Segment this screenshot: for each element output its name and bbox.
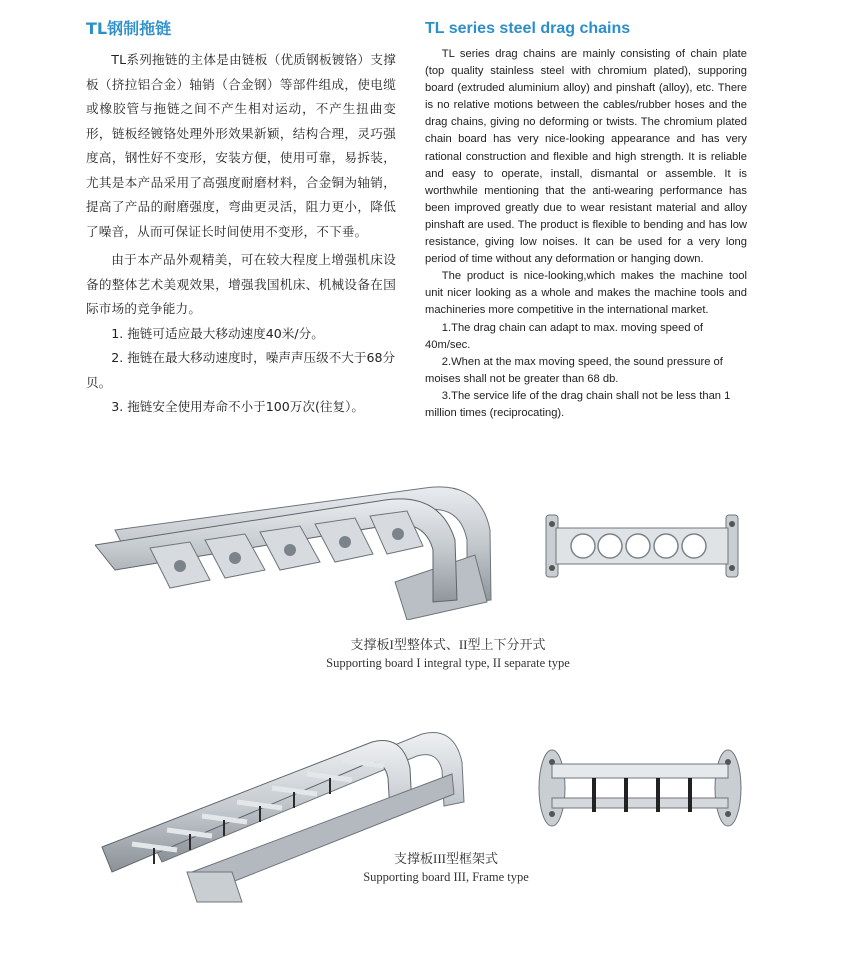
support-board-type-1-image bbox=[538, 510, 748, 585]
chinese-paragraph-1: TL系列拖链的主体是由链板（优质钢板镀铬）支撑板（挤拉铝合金）轴销（合金钢）等部件组成，使电缆或橡胶管与拖链之间不产生相对运动，不产生扭曲变形，链板经镀铬处理外形效果新颖，结构合理，灵巧强度高，钢性好不变形，安装方便，使用可靠，易拆装，尤其是本产品采用了高强度耐磨材料，合金铜为轴销，提高了产品的耐磨强度，弯曲更灵活，阻力更小，降低了噪音，从而可保证长时间使用不变形，不下垂。 bbox=[86, 52, 396, 239]
figure-2-caption-en: Supporting board III, Frame type bbox=[363, 870, 529, 884]
english-paragraph-1: TL series drag chains are mainly consisting of chain plate (top quality stainless steel with chromium plated), supporing board (extruded aluminium alloy) and pinshaft (alloy), etc. There is no relative motions between the cables/rubber hoses and the drag chains, giving no deforming or twists. The chromium plated chain board has very nice-looking appearance and has very rational construction and flexible and high strength. It is reliable and easy to operate, install, dismantal or assemble. It is worthwhile mentioning that the anti-wearing performance has been improved greatly due to wear resistant material and alloy pinshaft are used. The product is flexible to bending and has low resistance, giving low noises. It can be used for a very long period of time without any deformation or hanging down. bbox=[425, 48, 747, 266]
chinese-paragraph-2: 由于本产品外观精美，可在较大程度上增强机床设备的整体艺术美观效果，增强我国机床、机械设备在国际市场的竞争能力。 bbox=[86, 252, 396, 316]
figure-2-caption bbox=[196, 850, 696, 886]
english-paragraph-2: The product is nice-looking,which makes the machine tool unit nicer looking as a whole and makes the machine tools and machineries more competitive in the international market. bbox=[425, 270, 747, 317]
chinese-column bbox=[86, 18, 396, 420]
figure-1-caption bbox=[198, 636, 698, 672]
drag-chain-type-1-image bbox=[95, 470, 515, 620]
chinese-item-3: 3. 拖链安全使用寿命不小于100万次(往复）。 bbox=[111, 399, 364, 414]
support-board-type-3-image bbox=[534, 740, 749, 835]
chinese-item-1: 1. 拖链可适应最大移动速度40米/分。 bbox=[111, 325, 324, 341]
english-item-1: 1.The drag chain can adapt to max. moving speed of 40m/sec. bbox=[425, 321, 703, 351]
figure-1-caption-en: Supporting board I integral type, II separate type bbox=[326, 656, 570, 670]
english-item-3: 3.The service life of the drag chain shall not be less than 1 million times (reciprocating). bbox=[425, 389, 731, 419]
english-column bbox=[425, 18, 747, 422]
chinese-item-2: 2. 拖链在最大移动速度时，噪声声压级不大于68分贝。 bbox=[86, 350, 396, 390]
figure-1-caption-cn: 支撑板I型整体式、II型上下分开式 bbox=[350, 637, 546, 652]
chinese-title: TL钢制拖链 bbox=[86, 19, 172, 38]
english-title: TL series steel drag chains bbox=[425, 20, 631, 37]
figure-2-caption-cn: 支撑板III型框架式 bbox=[394, 851, 498, 866]
english-item-2: 2.When at the max moving speed, the sound pressure of moises shall not be greater than 68 db. bbox=[425, 355, 723, 385]
